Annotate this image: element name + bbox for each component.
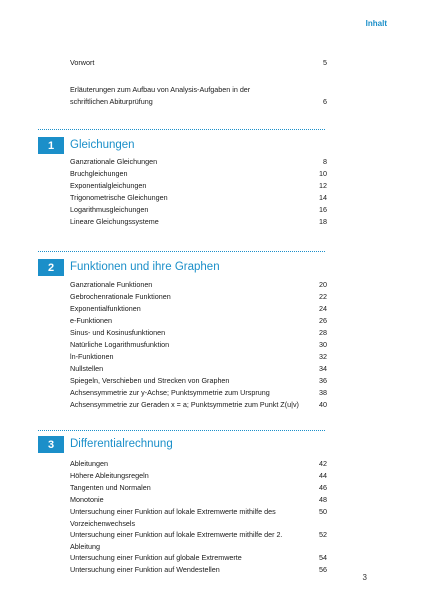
chapter-number-badge: 3 [38,436,64,453]
toc-entry-title: Monotonie [70,495,104,504]
toc-entry[interactable] [70,470,327,482]
toc-entry-page: 6 [323,96,327,106]
toc-entry-title: Erläuterungen zum Aufbau von Analysis-Aufgaben in der schriftlichen Abiturprüfung [70,85,251,106]
toc-entry-page: 24 [319,304,327,313]
toc-entry-title: Nullstellen [70,364,104,373]
toc-entry-title: Ganzrationale Gleichungen [70,157,158,166]
chapter-title[interactable]: Differentialrechnung [70,438,173,450]
toc-entry-page: 48 [319,495,327,504]
chapter-divider [38,251,325,253]
toc-entry-title: Spiegeln, Verschieben und Strecken von Graphen [70,376,230,385]
toc-entry[interactable] [70,529,327,552]
chapter-number-badge: 2 [38,259,64,276]
toc-entry-page: 50 [319,507,327,516]
toc-entry[interactable] [70,204,327,216]
toc-entry-title: Exponentialgleichungen [70,181,147,190]
toc-entry-page: 32 [319,352,327,361]
toc-entry-page: 36 [319,376,327,385]
toc-entry-title: Exponentialfunktionen [70,304,141,313]
toc-entry[interactable] [70,506,327,529]
toc-entry-title: Ganzrationale Funktionen [70,280,153,289]
toc-entry[interactable] [70,279,327,291]
toc-entry[interactable] [70,156,327,168]
toc-entry-title: Lineare Gleichungssysteme [70,217,159,226]
toc-entry-page: 14 [319,193,327,202]
toc-entry-title: Untersuchung einer Funktion auf lokale Extremwerte mithilfe der 2. Ableitung [70,530,283,551]
toc-entry[interactable] [70,351,327,363]
toc-entry-explanations[interactable] [70,84,327,107]
chapter-title[interactable]: Gleichungen [70,139,135,151]
toc-entry-title: Trigonometrische Gleichungen [70,193,168,202]
chapter-divider [38,430,325,432]
toc-entry-page: 56 [319,565,327,574]
toc-entry-title: Bruchgleichungen [70,169,128,178]
toc-entry-page: 26 [319,316,327,325]
toc-entry-page: 40 [319,400,327,409]
toc-entry-page: 18 [319,217,327,226]
toc-entry-page: 10 [319,169,327,178]
toc-entry-title: Achsensymmetrie zur Geraden x = a; Punktsymmetrie zum Punkt Z(u|v) [70,400,299,409]
toc-entry-page: 38 [319,388,327,397]
toc-entry-page: 30 [319,340,327,349]
toc-entry[interactable] [70,192,327,204]
toc-entry-page: 34 [319,364,327,373]
toc-entry[interactable] [70,216,327,228]
page-number: 3 [362,573,367,582]
toc-entry[interactable] [70,564,327,576]
toc-entry-page: 54 [319,553,327,562]
toc-entry-page: 8 [323,157,327,166]
toc-entry-page: 20 [319,280,327,289]
toc-entry[interactable] [70,180,327,192]
toc-entry-title: Untersuchung einer Funktion auf lokale Extremwerte mithilfe des Vorzeichenwechsels [70,507,276,528]
toc-entry-title: Natürliche Logarithmusfunktion [70,340,170,349]
toc-entry[interactable] [70,552,327,564]
toc-entry-page: 46 [319,483,327,492]
toc-entry-page: 28 [319,328,327,337]
toc-entry-title: Sinus- und Kosinusfunktionen [70,328,166,337]
chapter-number-badge: 1 [38,137,64,154]
toc-entry[interactable] [70,375,327,387]
toc-entry[interactable] [70,494,327,506]
toc-entry[interactable] [70,339,327,351]
toc-entry[interactable] [70,363,327,375]
toc-entry-title: Achsensymmetrie zur y-Achse; Punktsymmetrie zum Ursprung [70,388,270,397]
toc-entry-title: ln-Funktionen [70,352,114,361]
toc-entry-page: 44 [319,471,327,480]
toc-entry-page: 12 [319,181,327,190]
toc-entry-title: Untersuchung einer Funktion auf globale Extremwerte [70,553,242,562]
toc-entry[interactable] [70,168,327,180]
toc-entry[interactable] [70,327,327,339]
toc-entry-page: 5 [323,58,327,67]
toc-entry-title: Gebrochenrationale Funktionen [70,292,171,301]
toc-entry[interactable] [70,482,327,494]
toc-entry-foreword[interactable] [70,57,327,69]
toc-entry-title: Untersuchung einer Funktion auf Wendestellen [70,565,220,574]
toc-entry-title: Logarithmusgleichungen [70,205,149,214]
toc-entry-title: Ableitungen [70,459,108,468]
chapter-divider [38,129,325,131]
toc-entry[interactable] [70,387,327,399]
toc-entry[interactable] [70,291,327,303]
toc-entry-title: e-Funktionen [70,316,112,325]
toc-entry[interactable] [70,315,327,327]
toc-entry-title: Tangenten und Normalen [70,483,151,492]
chapter-title[interactable]: Funktionen und ihre Graphen [70,261,220,273]
toc-entry-title: Vorwort [70,58,95,67]
toc-entry-page: 42 [319,459,327,468]
toc-entry-page: 16 [319,205,327,214]
toc-entry-page: 22 [319,292,327,301]
toc-entry-title: Höhere Ableitungsregeln [70,471,149,480]
toc-entry[interactable] [70,399,327,411]
toc-entry[interactable] [70,458,327,470]
toc-entry[interactable] [70,303,327,315]
toc-entry-page: 52 [319,530,327,539]
page-header-title: Inhalt [365,19,387,28]
